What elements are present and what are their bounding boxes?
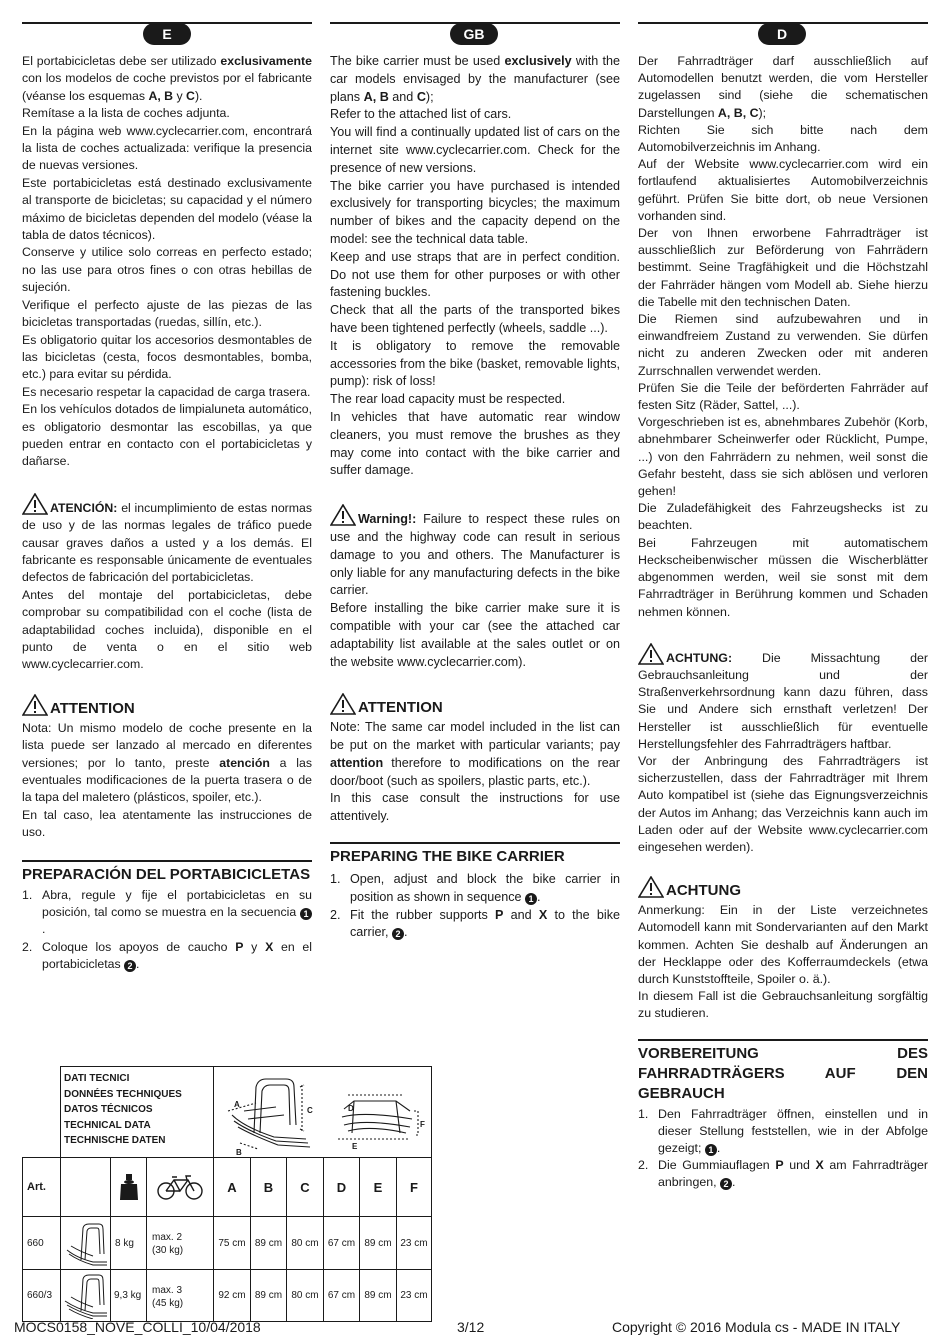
document-code: MOCS0158_NOVE_COLLI_10/04/2018 xyxy=(14,1319,261,1335)
table-header-dim-f: F xyxy=(396,1157,432,1217)
table-cell-dim-f: 23 cm xyxy=(396,1216,432,1270)
table-title-it: DATI TECNICI xyxy=(64,1073,130,1084)
de-paragraph-6: Prüfen Sie die Teile der beförderten Fahrräder auf festen Sitz (Räder, Sattel, ...). xyxy=(638,380,928,413)
table-header-dim-b: B xyxy=(250,1157,287,1217)
de-paragraph-4: Der von Ihnen erworbene Fahrradträger ist ausschließlich zur Beförderung von Fahrrädern bestimmt. Seine Tragfähigkeit und die Höchstzahl der Fahrräder hängen vom Modell ab. Siehe hierzu die Tabelle mit den technischen Daten. xyxy=(638,226,928,309)
step-number-badge: 2 xyxy=(720,1178,732,1190)
step-number-badge: 2 xyxy=(392,928,404,940)
table-row-weight: 9,3 kg xyxy=(110,1269,147,1322)
table-cell-dim-d: 67 cm xyxy=(323,1216,360,1270)
column-en xyxy=(330,53,620,942)
table-header-dim-e: E xyxy=(359,1157,397,1217)
de-paragraph-9: Bei Fahrzeugen mit automatischem Heckscheibenwischer müssen die Wischerblätter abgenommen werden, weil sie sonst mit dem Fahrradträger in Berührung kommen und Schaden nehmen können. xyxy=(638,535,928,619)
table-row-weight: 8 kg xyxy=(110,1216,147,1270)
es-attention-paragraph-2: En tal caso, lea atentamente las instrucciones de uso. xyxy=(22,807,312,840)
table-header-image xyxy=(60,1157,111,1217)
table-title-fr: DONNÉES TECHNIQUES xyxy=(64,1088,182,1100)
table-cell-dim-d: 67 cm xyxy=(323,1269,360,1322)
warning-triangle-icon xyxy=(330,693,356,715)
table-header-dim-d: D xyxy=(323,1157,360,1217)
diagram-label-e: E xyxy=(352,1142,358,1151)
technical-data-table xyxy=(22,1066,432,1322)
es-warning-paragraph-2: Antes del montaje del portabicicletas, debe comprobar su compatibilidad con el coche (lista de adaptabilidad coches incluida), disponible en el punto de venta o en el sitio web www.cyclecarrier.com. xyxy=(22,587,312,672)
warning-triangle-icon xyxy=(638,876,664,898)
en-warning-paragraph-2: Before installing the bike carrier make sure it is compatible with your car (see the attached car adaptability list available at the sales outlet or on the website www.cyclecarrier.com). xyxy=(330,601,620,669)
bicycle-icon xyxy=(156,1174,204,1200)
table-header-dim-a: A xyxy=(213,1157,251,1217)
en-paragraph-3: You will find a continually updated list of cars on the internet site www.cyclecarrier.com. Check for the presence of new versions. xyxy=(330,125,620,175)
table-title-en: TECHNICAL DATA xyxy=(64,1119,151,1131)
de-paragraph-7: Vorgeschrieben ist es, abnehmbares Zubehör (Korb, abnehmbarer Scheinwerfer oder Rücklicht, Pumpe, ...) von den Fahrrädern zu nehmen, weil sonst die Gefahr besteht, dass sie sich ablösen und verloren gehen! xyxy=(638,415,928,499)
es-steps-list xyxy=(22,887,312,974)
diagram-label-c: C xyxy=(307,1106,313,1115)
en-paragraph-6: Check that all the parts of the transported bikes have been tightened perfectly (wheels, saddle ...). xyxy=(330,303,620,335)
diagram-label-a: A xyxy=(234,1100,240,1109)
weight-icon xyxy=(118,1172,140,1202)
step-number-badge: 1 xyxy=(300,908,312,920)
en-paragraph-8: The rear load capacity must be respected. xyxy=(330,392,566,407)
column-de xyxy=(638,53,928,1192)
en-paragraph-5: Keep and use straps that are in perfect condition. Do not use them for other purposes or with other fastening buckles. xyxy=(330,249,620,300)
table-cell-dim-a: 75 cm xyxy=(213,1216,251,1270)
de-paragraph-1: Der Fahrradträger darf ausschließlich auf Automodellen benutzt werden, die vom Hersteller zugelassen sind (siehe die schematischen Darstellungen A, B, C); xyxy=(638,54,928,120)
table-title-cell xyxy=(60,1066,214,1158)
es-paragraph-1: El portabicicletas debe ser utilizado exclusivamente con los modelos de coche previstos por el fabricante (véanse los esquemas A, B y C). xyxy=(22,54,312,103)
table-cell-dim-f: 23 cm xyxy=(396,1269,432,1322)
table-row-capacity: max. 3 (45 kg) xyxy=(146,1269,214,1322)
en-paragraph-9: In vehicles that have automatic rear window cleaners, you must remove the brushes as they may come into contact with the bike carrier and suffer damage. xyxy=(330,409,620,478)
bike-carrier-dimensions-diagram xyxy=(214,1067,431,1157)
list-item: 1. Den Fahrradträger öffnen, einstellen und in dieser Stellung feststellen, wie in der Abfolge gezeigt; 1 . xyxy=(638,1106,928,1155)
step-number-badge: 1 xyxy=(525,893,537,905)
en-paragraph-7: It is obligatory to remove the removable accessories from the bike (basket, removable lights, pump): risk of loss! xyxy=(330,338,620,389)
es-attention-title: ATTENTION xyxy=(22,694,312,720)
es-paragraph-6: Verifique el perfecto ajuste de las piezas de las bicicletas transportadas (ruedas, sillín, etc.). xyxy=(22,297,312,330)
lang-badge-es: E xyxy=(143,23,191,45)
de-paragraph-8: Die Zuladefähigkeit des Fahrzeugshecks ist zu beachten. xyxy=(638,501,928,533)
table-title-de: TECHNISCHE DATEN xyxy=(64,1135,166,1146)
warning-triangle-icon xyxy=(22,694,48,716)
step-number-badge: 1 xyxy=(705,1144,717,1156)
de-paragraph-3: Auf der Website www.cyclecarrier.com wird ein fortlaufend aktualisiertes Automobilverzeichnis geführt. Prüfen Sie bitte dort, ob neue Versionen vorhanden sind. xyxy=(638,157,928,223)
table-cell-dim-e: 89 cm xyxy=(359,1216,397,1270)
table-cell-dim-b: 89 cm xyxy=(250,1269,287,1322)
en-steps-list xyxy=(330,871,620,942)
diagram-label-d: D xyxy=(348,1104,354,1113)
es-paragraph-2: Remítase a la lista de coches adjunta. xyxy=(22,106,230,121)
list-item: 1. Open, adjust and block the bike carrier in position as shown in sequence 1 . xyxy=(330,872,620,904)
table-header-weight xyxy=(110,1157,147,1217)
en-attention-paragraph-1: Note: The same car model included in the list can be put on the market with particular variants; pay attention therefore to modifications on the rear door/boot (such as spoilers, plastic parts, etc.). xyxy=(330,720,620,788)
table-cell-dim-a: 92 cm xyxy=(213,1269,251,1322)
en-attention-paragraph-2: In this case consult the instructions for use attentively. xyxy=(330,791,620,824)
table-header-art: Art. xyxy=(22,1157,61,1217)
de-steps-list xyxy=(638,1106,928,1192)
es-paragraph-9: En los vehículos dotados de limpialuneta automático, es obligatorio desmontar las escobillas, ya que pueden entrar en contacto con el portabicicletas y dañarse. xyxy=(22,402,312,469)
table-title-es: DATOS TÉCNICOS xyxy=(64,1104,153,1115)
bike-carrier-icon xyxy=(63,1220,109,1266)
diagram-label-f: F xyxy=(420,1120,425,1129)
es-paragraph-3: En la página web www.cyclecarrier.com, encontrará la lista de coches actualizada: verifique la presencia de nuevas versiones. xyxy=(22,123,312,173)
table-row-image xyxy=(60,1216,111,1270)
table-cell-dim-c: 80 cm xyxy=(286,1269,324,1322)
list-item: 2. Fit the rubber supports P and X to the bike carrier, 2 . xyxy=(330,907,620,940)
page-number: 3/12 xyxy=(457,1319,485,1335)
de-attention-title: ACHTUNG xyxy=(638,876,928,902)
table-row-capacity: max. 2 (30 kg) xyxy=(146,1216,214,1270)
warning-triangle-icon xyxy=(330,504,356,526)
table-cell-dim-e: 89 cm xyxy=(359,1269,397,1322)
warning-triangle-icon xyxy=(638,643,664,665)
es-paragraph-5: Conserve y utilice solo correas en perfecto estado; no las use para otros fines o con otras hebillas de sujeción. xyxy=(22,245,312,295)
de-attention-paragraph-1: Anmerkung: Ein in der Liste verzeichnetes Automodell kann mit Sondervarianten auf den Markt kommen. Achten Sie deshalb auf Änderungen an der Hecklappe oder des Kofferraumdeckels (etwa durch Kunststoffteile, Spoiler o. ä.). xyxy=(638,903,928,986)
es-warning: ATENCIÓN: el incumplimiento de estas normas de uso y de las normas legales de tráfico puede causar graves daños a usted y a los demás. El fabricante es responsable únicamente de eventuales defectos de fabricación del portabicicletas. xyxy=(22,493,312,587)
en-warning: Warning!: Failure to respect these rules on use and the highway code can result in serious damage to you and others. The Manufacturer is only liable for any manufacturing defects in the bike carrier. xyxy=(330,504,620,600)
diagram-label-b: B xyxy=(236,1148,242,1157)
en-paragraph-1: The bike carrier must be used exclusively with the car models envisaged by the manufacturer (see plans A, B and C); xyxy=(330,54,621,104)
es-paragraph-7: Es obligatorio quitar los accesorios desmontables de las bicicletas (cesta, focos desmontables, bomba, etc.) para evitar su pérdida. xyxy=(22,332,312,382)
bike-carrier-icon xyxy=(63,1273,109,1319)
de-attention-paragraph-2: In diesem Fall ist die Gebrauchsanleitung sorgfältig zu studieren. xyxy=(638,989,928,1021)
es-attention-paragraph-1: Nota: Un mismo modelo de coche presente en la lista puede ser lanzado al mercado en diferentes versiones; por lo tanto, preste atención a las eventuales modificaciones de la puerta trasera o de la tapa del maletero (plásticos, spoiler, etc.). xyxy=(22,720,312,805)
es-paragraph-4: Este portabicicletas está destinado exclusivamente al transporte de bicicletas; su capacidad y el número máximo de bicicletas dependen del modelo (véase la tabla de datos técnicos). xyxy=(22,175,312,243)
de-paragraph-2: Richten Sie sich bitte nach dem Automobilverzeichnis im Anhang. xyxy=(638,122,928,155)
table-row-art: 660 xyxy=(22,1216,61,1270)
en-paragraph-4: The bike carrier you have purchased is intended exclusively for transporting bicycles; the maximum number of bikes and the capacity depend on the model: see the technical data table. xyxy=(330,178,620,246)
table-header-dim-c: C xyxy=(286,1157,324,1217)
list-item: 1. Abra, regule y fije el portabicicletas en su posición, tal como se muestra en la secuencia 1. xyxy=(22,887,312,937)
column-es xyxy=(22,53,312,974)
list-item: 2. Coloque los apoyos de caucho P y X en el portabicicletas 2 . xyxy=(22,939,312,972)
list-item: 2. Die Gummiauflagen P und X am Fahrradträger anbringen, 2 . xyxy=(638,1158,928,1190)
lang-badge-de: D xyxy=(758,23,806,45)
dimensions-diagram-cell xyxy=(213,1066,432,1158)
es-paragraph-8: Es necesario respetar la capacidad de carga trasera. xyxy=(22,384,311,399)
de-section-title: VORBEREITUNG DES FAHRRADTRÄGERS AUF DEN GEBRAUCH xyxy=(638,1039,928,1104)
en-paragraph-2: Refer to the attached list of cars. xyxy=(330,107,512,122)
table-row-art: 660/3 xyxy=(22,1269,61,1322)
step-number-badge: 2 xyxy=(124,960,136,972)
table-cell-dim-c: 80 cm xyxy=(286,1216,324,1270)
en-section-title: PREPARING THE BIKE CARRIER xyxy=(330,842,620,867)
table-cell-dim-b: 89 cm xyxy=(250,1216,287,1270)
table-header-capacity xyxy=(146,1157,214,1217)
en-attention-title: ATTENTION xyxy=(330,693,620,719)
table-row-image xyxy=(60,1269,111,1322)
copyright: Copyright © 2016 Modula cs - MADE IN ITALY xyxy=(612,1319,901,1335)
lang-badge-en: GB xyxy=(450,23,498,45)
de-warning-paragraph-2: Vor der Anbringung des Fahrradträgers ist sicherzustellen, dass der Fahrradträger mit Ihrem Auto kompatibel ist (siehe das Eignungsverzeichnis der Autos im Anhang; das Verzeichnis kann auch im Laden oder auf der Website www.cyclecarrier.com eingesehen werden). xyxy=(638,753,928,854)
de-warning: ACHTUNG: Die Missachtung der Gebrauchsanleitung und der Straßenverkehrsordnung kann dazu führen, dass Sie und Andere sich ernsthaft verletzen! Der Hersteller ist ausschließlich für eventuelle Herstellungsfehler des Fahrradträgers haftbar. xyxy=(638,643,928,753)
de-paragraph-5: Die Riemen sind aufzubewahren und in einwandfreiem Zustand zu verwenden. Sie dürfen nicht zu anderen Zwecken oder mit anderen Zurrschnallen verwendet werden. xyxy=(638,312,928,378)
warning-triangle-icon xyxy=(22,493,48,515)
es-section-title: PREPARACIÓN DEL PORTABICICLETAS xyxy=(22,860,312,885)
